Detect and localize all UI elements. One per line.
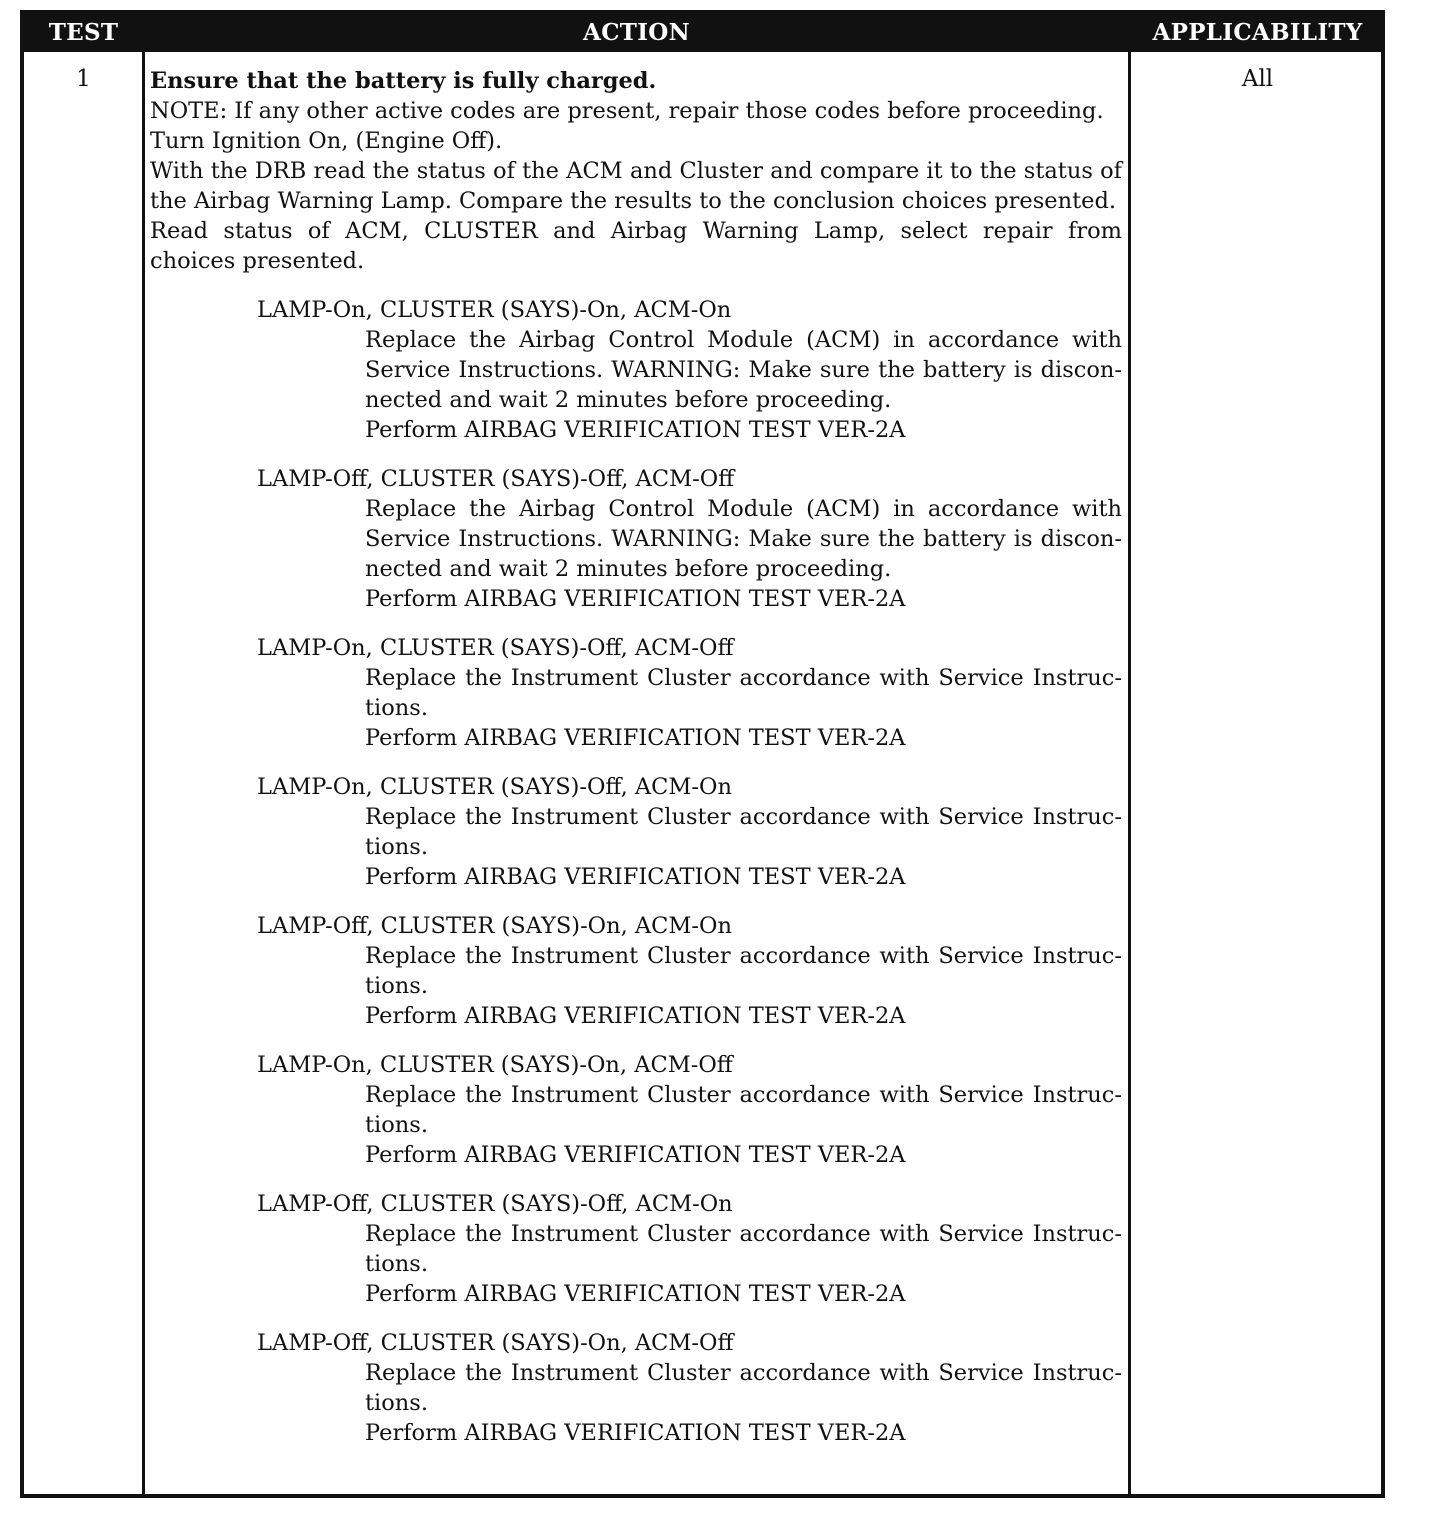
choice-repair: Replace the Instrument Cluster accordance with Service Instruc-tions. — [365, 1221, 1122, 1277]
conclusion-choice — [150, 1050, 1122, 1170]
conclusion-choice — [150, 633, 1122, 753]
conclusion-choices — [150, 295, 1122, 1448]
choice-perform: Perform AIRBAG VERIFICATION TEST VER-2A — [365, 1281, 906, 1307]
choice-condition: LAMP-Off, CLUSTER (SAYS)-Off, ACM-On — [257, 1191, 733, 1217]
compare-step: With the DRB read the status of the ACM and Cluster and compare it to the status of the Airbag Warning Lamp. Compare the results to the conclusion choices presented. — [150, 158, 1122, 214]
column-divider — [1128, 52, 1131, 1494]
choice-condition: LAMP-Off, CLUSTER (SAYS)-Off, ACM-Off — [257, 466, 735, 492]
conclusion-choice — [150, 772, 1122, 892]
choice-condition: LAMP-On, CLUSTER (SAYS)-Off, ACM-On — [257, 774, 732, 800]
choice-perform: Perform AIRBAG VERIFICATION TEST VER-2A — [365, 417, 906, 443]
choice-perform: Perform AIRBAG VERIFICATION TEST VER-2A — [365, 586, 906, 612]
choice-perform: Perform AIRBAG VERIFICATION TEST VER-2A — [365, 1003, 906, 1029]
test-number: 1 — [76, 66, 91, 92]
choice-repair: Replace the Instrument Cluster accordance with Service Instruc-tions. — [365, 943, 1122, 999]
conclusion-choice — [150, 295, 1122, 445]
choice-repair: Replace the Airbag Control Module (ACM) in accordance with Service Instructions. WARNING: Make sure the battery is discon-nected and wait 2 minutes before proceeding. — [365, 327, 1122, 413]
choice-repair: Replace the Airbag Control Module (ACM) in accordance with Service Instructions. WARNING: Make sure the battery is discon-nected and wait 2 minutes before proceeding. — [365, 496, 1122, 582]
choice-repair: Replace the Instrument Cluster accordance with Service Instruc-tions. — [365, 1082, 1122, 1138]
choice-perform: Perform AIRBAG VERIFICATION TEST VER-2A — [365, 864, 906, 890]
column-divider — [142, 52, 145, 1494]
header-applicability: APPLICABILITY — [1130, 14, 1385, 52]
conclusion-choice — [150, 1328, 1122, 1448]
header-action: ACTION — [143, 14, 1130, 52]
choice-condition: LAMP-On, CLUSTER (SAYS)-Off, ACM-Off — [257, 635, 734, 661]
ignition-step: Turn Ignition On, (Engine Off). — [150, 128, 503, 154]
header-test: TEST — [24, 14, 143, 52]
choice-condition: LAMP-Off, CLUSTER (SAYS)-On, ACM-On — [257, 913, 732, 939]
choice-condition: LAMP-On, CLUSTER (SAYS)-On, ACM-On — [257, 297, 732, 323]
diagnostic-test-table — [20, 10, 1385, 1498]
lead-instruction: Ensure that the battery is fully charged. — [150, 68, 657, 94]
choice-repair: Replace the Instrument Cluster accordance with Service Instruc-tions. — [365, 804, 1122, 860]
applicability-value: All — [1241, 66, 1274, 92]
choice-perform: Perform AIRBAG VERIFICATION TEST VER-2A — [365, 1420, 906, 1446]
note-text: NOTE: If any other active codes are present, repair those codes before proceeding. — [150, 98, 1104, 124]
choice-repair: Replace the Instrument Cluster accordance with Service Instruc-tions. — [365, 1360, 1122, 1416]
conclusion-choice — [150, 464, 1122, 614]
conclusion-choice — [150, 1189, 1122, 1309]
choice-perform: Perform AIRBAG VERIFICATION TEST VER-2A — [365, 1142, 906, 1168]
action-cell — [150, 66, 1122, 1448]
conclusion-choice — [150, 911, 1122, 1031]
read-status-step: Read status of ACM, CLUSTER and Airbag Warning Lamp, select repair from choices presented. — [150, 218, 1122, 274]
choice-repair: Replace the Instrument Cluster accordance with Service Instruc-tions. — [365, 665, 1122, 721]
choice-condition: LAMP-On, CLUSTER (SAYS)-On, ACM-Off — [257, 1052, 733, 1078]
choice-condition: LAMP-Off, CLUSTER (SAYS)-On, ACM-Off — [257, 1330, 734, 1356]
choice-perform: Perform AIRBAG VERIFICATION TEST VER-2A — [365, 725, 906, 751]
